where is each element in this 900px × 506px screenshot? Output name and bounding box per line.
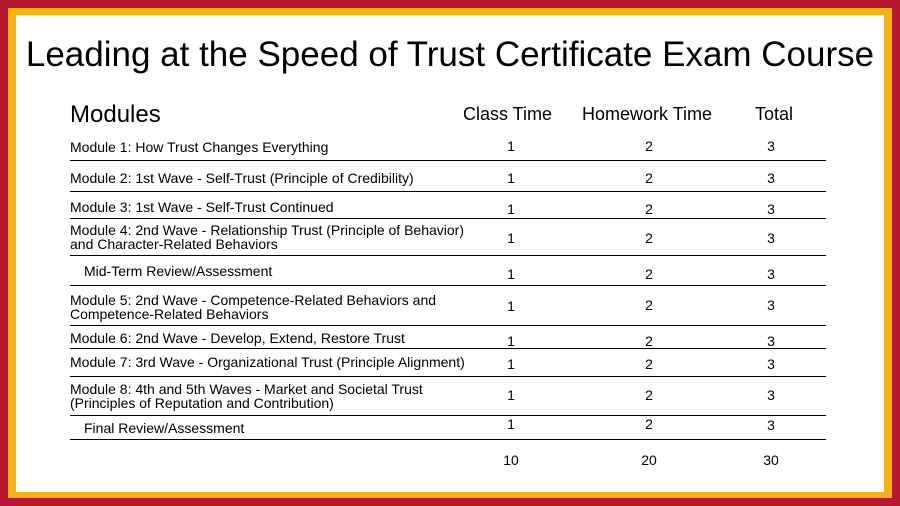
total-cell: 3 (767, 387, 775, 403)
homework-time-total: 20 (641, 452, 657, 468)
homework-time-cell: 2 (645, 138, 653, 154)
row-label: Module 6: 2nd Wave - Develop, Extend, Restore Trust (70, 330, 405, 346)
column-header-modules: Modules (70, 101, 161, 128)
totals-row (70, 450, 826, 470)
table-row (70, 348, 826, 377)
table-row (70, 160, 826, 192)
column-header-class-time: Class Time (463, 104, 553, 124)
class-time-cell: 1 (507, 333, 515, 349)
total-cell: 3 (767, 138, 775, 154)
table-row (70, 130, 826, 161)
total-cell: 3 (767, 417, 775, 433)
table-row (70, 285, 826, 326)
total-cell: 3 (767, 201, 775, 217)
class-time-cell: 1 (507, 416, 515, 432)
class-time-cell: 1 (507, 298, 515, 314)
column-header-homework-time: Homework Time (582, 104, 713, 124)
table-row (70, 415, 826, 440)
homework-time-cell: 2 (645, 333, 653, 349)
homework-time-cell: 2 (645, 416, 653, 432)
page-title: Leading at the Speed of Trust Certificate Exam Course (25, 35, 875, 74)
row-label: Module 5: 2nd Wave - Competence-Related Behaviors and Competence-Related Behaviors (70, 292, 437, 322)
table-row (70, 376, 826, 416)
row-label: Mid-Term Review/Assessment (84, 263, 273, 279)
class-time-cell: 1 (507, 138, 515, 154)
homework-time-cell: 2 (645, 297, 653, 313)
table-row (70, 218, 826, 256)
homework-time-cell: 2 (645, 201, 653, 217)
homework-time-cell: 2 (645, 266, 653, 282)
class-time-cell: 1 (507, 201, 515, 217)
row-label: Module 2: 1st Wave - Self-Trust (Principle of Credibility) (70, 170, 414, 186)
class-time-total: 10 (503, 452, 519, 468)
total-cell: 3 (767, 266, 775, 282)
column-header-total: Total (755, 104, 794, 124)
total-cell: 3 (767, 356, 775, 372)
total-cell: 3 (767, 230, 775, 246)
homework-time-cell: 2 (645, 356, 653, 372)
homework-time-cell: 2 (645, 230, 653, 246)
row-label: Module 7: 3rd Wave - Organizational Trust (Principle Alignment) (70, 354, 465, 370)
row-label: Module 1: How Trust Changes Everything (70, 139, 329, 155)
class-time-cell: 1 (507, 266, 515, 282)
row-label: Module 4: 2nd Wave - Relationship Trust (Principle of Behavior) and Character-Related Behaviors (70, 222, 464, 252)
total-cell: 3 (767, 333, 775, 349)
class-time-cell: 1 (507, 387, 515, 403)
class-time-cell: 1 (507, 230, 515, 246)
table-row (70, 255, 826, 286)
table-row (70, 325, 826, 349)
row-label: Module 8: 4th and 5th Waves - Market and Societal Trust (Principles of Reputation and Contribution) (70, 381, 423, 411)
total-cell: 3 (767, 170, 775, 186)
table-row (70, 191, 826, 219)
class-time-cell: 1 (507, 170, 515, 186)
row-label: Module 3: 1st Wave - Self-Trust Continued (70, 199, 334, 215)
homework-time-cell: 2 (645, 170, 653, 186)
total-cell: 3 (767, 297, 775, 313)
grand-total: 30 (763, 452, 779, 468)
row-label: Final Review/Assessment (84, 420, 245, 436)
homework-time-cell: 2 (645, 387, 653, 403)
class-time-cell: 1 (507, 356, 515, 372)
